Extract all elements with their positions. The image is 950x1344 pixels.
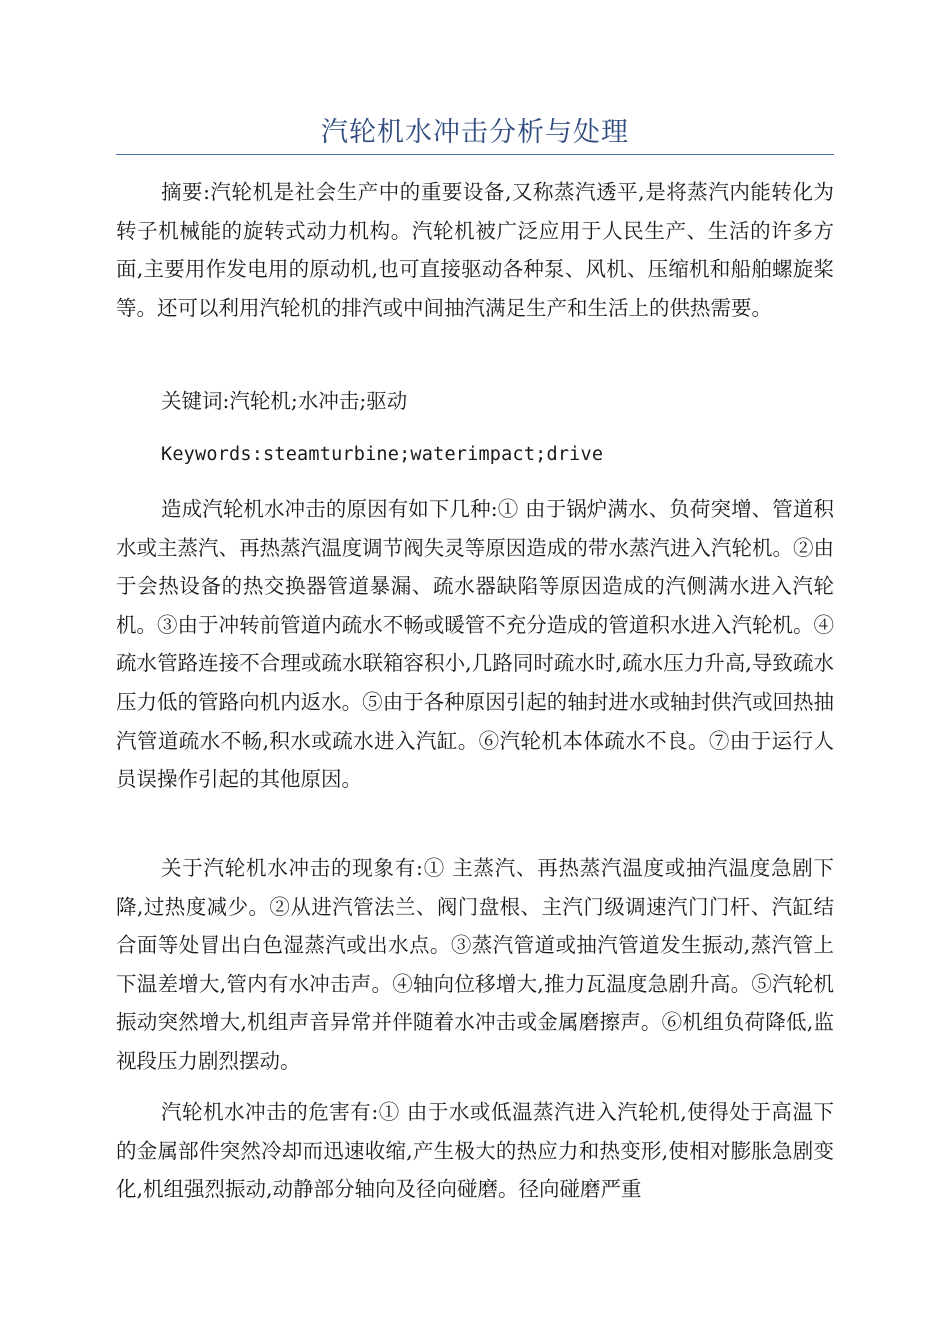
keywords-cn: 关键词:汽轮机;水冲击;驱动 <box>161 389 408 413</box>
abstract-paragraph: 摘要:汽轮机是社会生产中的重要设备,又称蒸汽透平,是将蒸汽内能转化为转子机械能的旋转式动力机构。汽轮机被广泛应用于人民生产、生活的许多方面,主要用作发电用的原动机,也可直接驱动各种泵、风机、压缩机和船舶螺旋桨等。还可以利用汽轮机的排汽或中间抽汽满足生产和生活上的供热需要。 <box>116 180 834 320</box>
causes-paragraph: 造成汽轮机水冲击的原因有如下几种:① 由于锅炉满水、负荷突增、管道积水或主蒸汽、再热蒸汽温度调节阀失灵等原因造成的带水蒸汽进入汽轮机。②由于会热设备的热交换器管道暴漏、疏水器缺陷等原因造成的汽侧满水进入汽轮机。③由于冲转前管道内疏水不畅或暖管不充分造成的管道积水进入汽轮机。④疏水管路连接不合理或疏水联箱容积小,几路同时疏水时,疏水压力升高,导致疏水压力低的管路向机内返水。⑤由于各种原因引起的轴封进水或轴封供汽或回热抽汽管道疏水不畅,积水或疏水进入汽缸。⑥汽轮机本体疏水不良。⑦由于运行人员误操作引起的其他原因。 <box>116 497 834 792</box>
hazards-paragraph: 汽轮机水冲击的危害有:① 由于水或低温蒸汽进入汽轮机,使得处于高温下的金属部件突然冷却而迅速收缩,产生极大的热应力和热变形,使相对膨胀急剧变化,机组强烈振动,动静部分轴向及径向碰磨。径向碰磨严重 <box>116 1100 834 1202</box>
title-underline <box>116 154 834 155</box>
symptoms-paragraph: 关于汽轮机水冲击的现象有:① 主蒸汽、再热蒸汽温度或抽汽温度急剧下降,过热度减少。②从进汽管法兰、阀门盘根、主汽门级调速汽门门杆、汽缸结合面等处冒出白色湿蒸汽或出水点。③蒸汽管道或抽汽管道发生振动,蒸汽管上下温差增大,管内有水冲击声。④轴向位移增大,推力瓦温度急剧升高。⑤汽轮机振动突然增大,机组声音异常并伴随着水冲击或金属磨擦声。⑥机组负荷降低,监视段压力剧烈摆动。 <box>116 856 834 1073</box>
document-title: 汽轮机水冲击分析与处理 <box>321 117 629 148</box>
keywords-en: Keywords:steamturbine;waterimpact;drive <box>161 444 604 465</box>
